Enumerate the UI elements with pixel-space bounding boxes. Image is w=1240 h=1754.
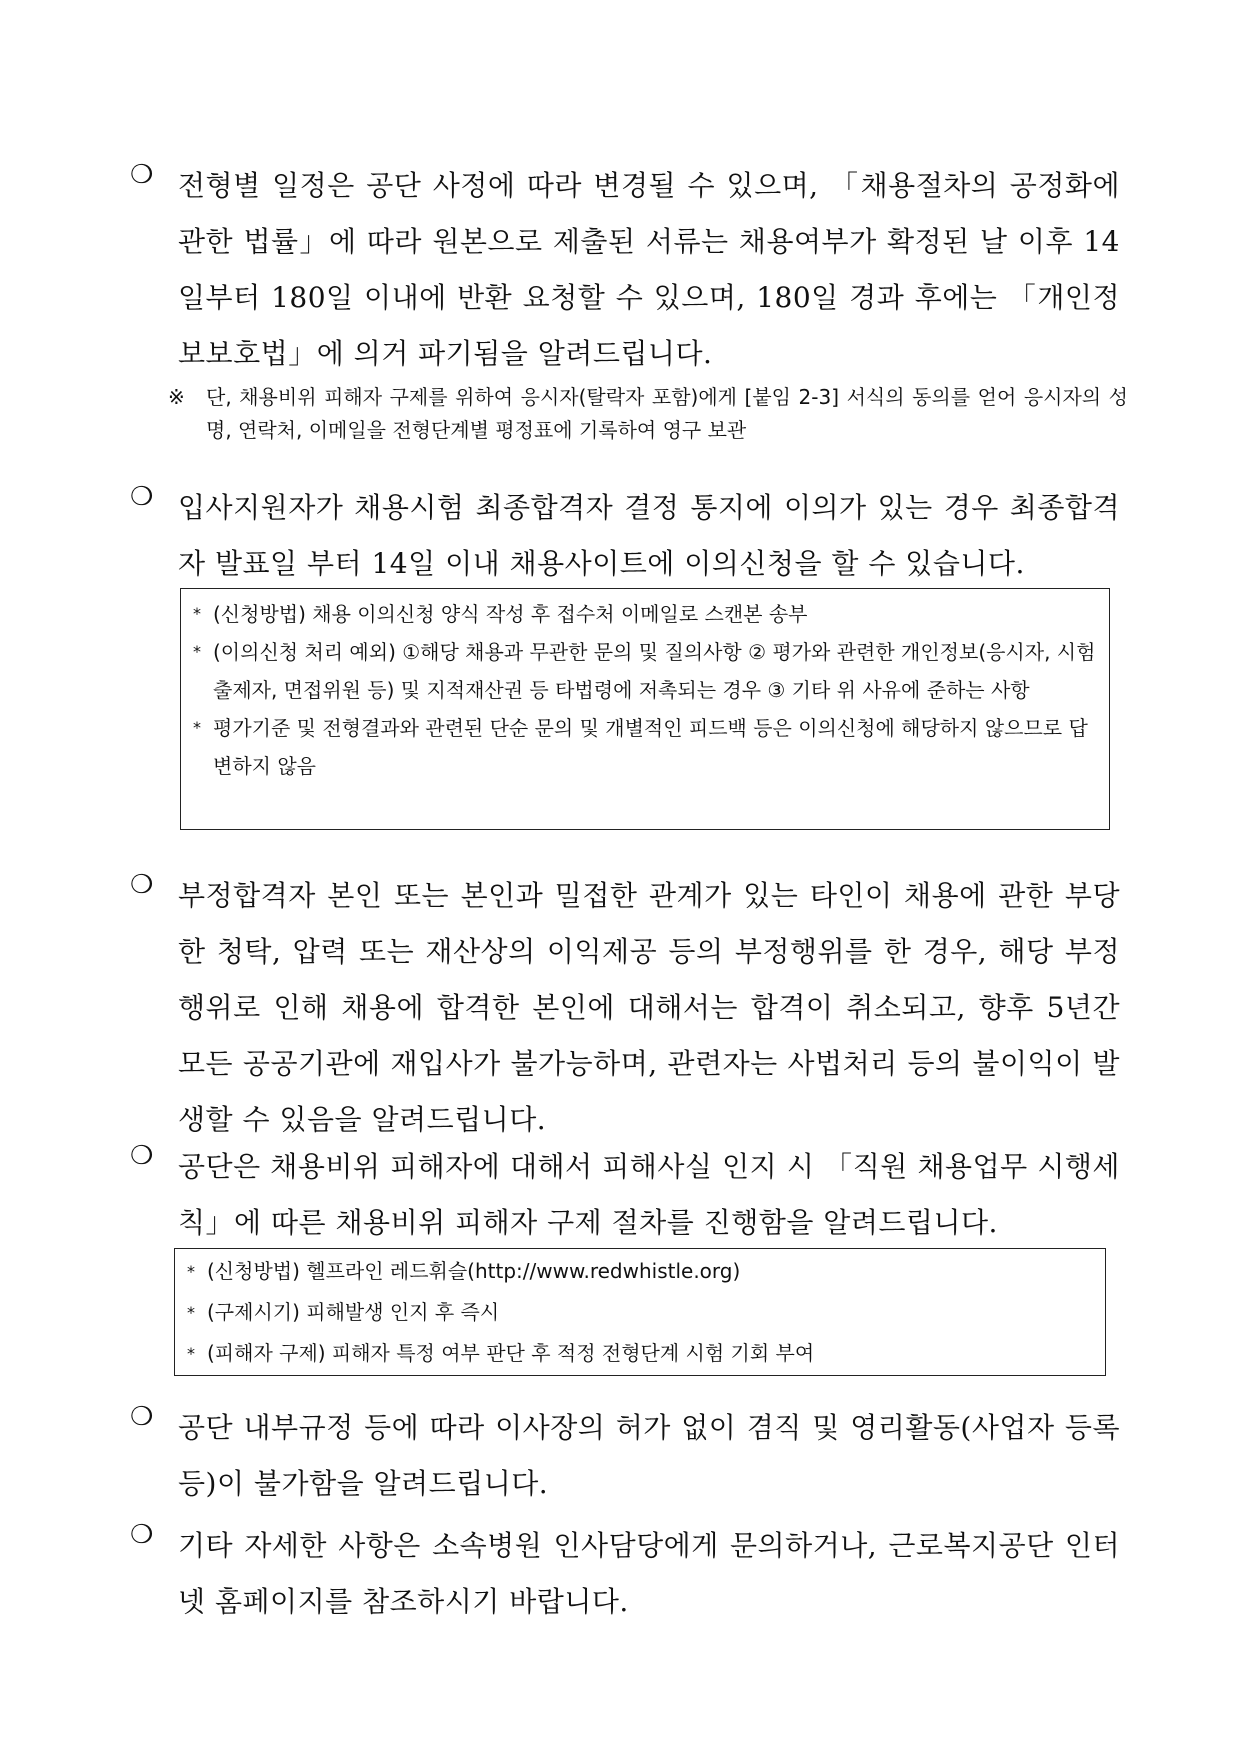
box-item-text: (신청방법) 헬프라인 레드휘슬(http://www.redwhistle.org) — [207, 1259, 741, 1283]
box-item-text: 평가기준 및 전형결과와 관련된 단순 문의 및 개별적인 피드백 등은 이의신청에 해당하지 않으므로 답변하지 않음 — [213, 716, 1088, 778]
asterisk-icon: * — [187, 1344, 195, 1363]
section-schedule-notice — [130, 158, 1120, 382]
asterisk-icon: * — [193, 604, 201, 623]
box-item — [183, 709, 1099, 785]
box-item-text: (신청방법) 채용 이의신청 양식 작성 후 접수처 이메일로 스캔본 송부 — [213, 602, 808, 626]
box-item — [183, 595, 1099, 633]
asterisk-icon: * — [187, 1303, 195, 1322]
box-item-text: (이의신청 처리 예외) ①해당 채용과 무관한 문의 및 질의사항 ② 평가와 관련한 개인정보(응시자, 시험출제자, 면접위원 등) 및 지적재산권 등 타법령에 저촉되는 경우 ③ 기타 위 사유에 준하는 사항 — [213, 640, 1096, 702]
section-text: 공단 내부규정 등에 따라 이사장의 허가 없이 겸직 및 영리활동(사업자 등록 등)이 불가함을 알려드립니다. — [178, 1411, 1120, 1500]
note-text: 단, 채용비위 피해자 구제를 위하여 응시자(탈락자 포함)에게 [붙임 2-3] 서식의 동의를 얻어 응시자의 성명, 연락처, 이메일을 전형단계별 평정표에 기록하여 영구 보관 — [206, 385, 1128, 442]
section-objection-notice — [130, 480, 1120, 592]
section-victim-relief-notice — [130, 1139, 1120, 1251]
section-text: 입사지원자가 채용시험 최종합격자 결정 통지에 이의가 있는 경우 최종합격자 발표일 부터 14일 이내 채용사이트에 이의신청을 할 수 있습니다. — [178, 491, 1120, 580]
bullet-icon: ❍ — [130, 160, 154, 190]
objection-detail-box — [180, 588, 1110, 830]
section-text: 전형별 일정은 공단 사정에 따라 변경될 수 있으며, 「채용절차의 공정화에 관한 법률」에 따라 원본으로 제출된 서류는 채용여부가 확정된 날 이후 14일부터 180일 이내에 반환 요청할 수 있으며, 180일 경과 후에는 「개인정보보호법」에 의거 파기됨을 알려드립니다. — [178, 169, 1120, 370]
asterisk-icon: * — [193, 642, 201, 661]
box-item-text: (구제시기) 피해발생 인지 후 즉시 — [207, 1300, 500, 1324]
bullet-icon: ❍ — [130, 1141, 154, 1171]
bullet-icon: ❍ — [130, 1402, 154, 1432]
section-note — [168, 381, 1128, 447]
box-item — [177, 1251, 1095, 1292]
reference-mark-icon: ※ — [168, 385, 185, 409]
bullet-icon: ❍ — [130, 870, 154, 900]
section-text: 기타 자세한 사항은 소속병원 인사담당에게 문의하거나, 근로복지공단 인터넷 홈페이지를 참조하시기 바랍니다. — [178, 1529, 1120, 1618]
victim-relief-box — [174, 1248, 1106, 1376]
section-text: 부정합격자 본인 또는 본인과 밀접한 관계가 있는 타인이 채용에 관한 부당한 청탁, 압력 또는 재산상의 이익제공 등의 부정행위를 한 경우, 해당 부정행위로 인해 채용에 합격한 본인에 대해서는 합격이 취소되고, 향후 5년간 모든 공공기관에 재입사가 불가능하며, 관련자는 사법처리 등의 불이익이 발생할 수 있음을 알려드립니다. — [178, 879, 1120, 1136]
asterisk-icon: * — [187, 1262, 195, 1281]
box-item-text: (피해자 구제) 피해자 특정 여부 판단 후 적정 전형단계 시험 기회 부여 — [207, 1341, 815, 1365]
box-item — [177, 1292, 1095, 1333]
section-text: 공단은 채용비위 피해자에 대해서 피해사실 인지 시 「직원 채용업무 시행세칙」에 따른 채용비위 피해자 구제 절차를 진행함을 알려드립니다. — [178, 1150, 1120, 1239]
section-fraud-notice — [130, 868, 1120, 1148]
section-side-job-notice — [130, 1400, 1120, 1512]
bullet-icon: ❍ — [130, 482, 154, 512]
section-contact-notice — [130, 1518, 1120, 1630]
bullet-icon: ❍ — [130, 1520, 154, 1550]
asterisk-icon: * — [193, 718, 201, 737]
box-item — [183, 633, 1099, 709]
box-item — [177, 1333, 1095, 1374]
